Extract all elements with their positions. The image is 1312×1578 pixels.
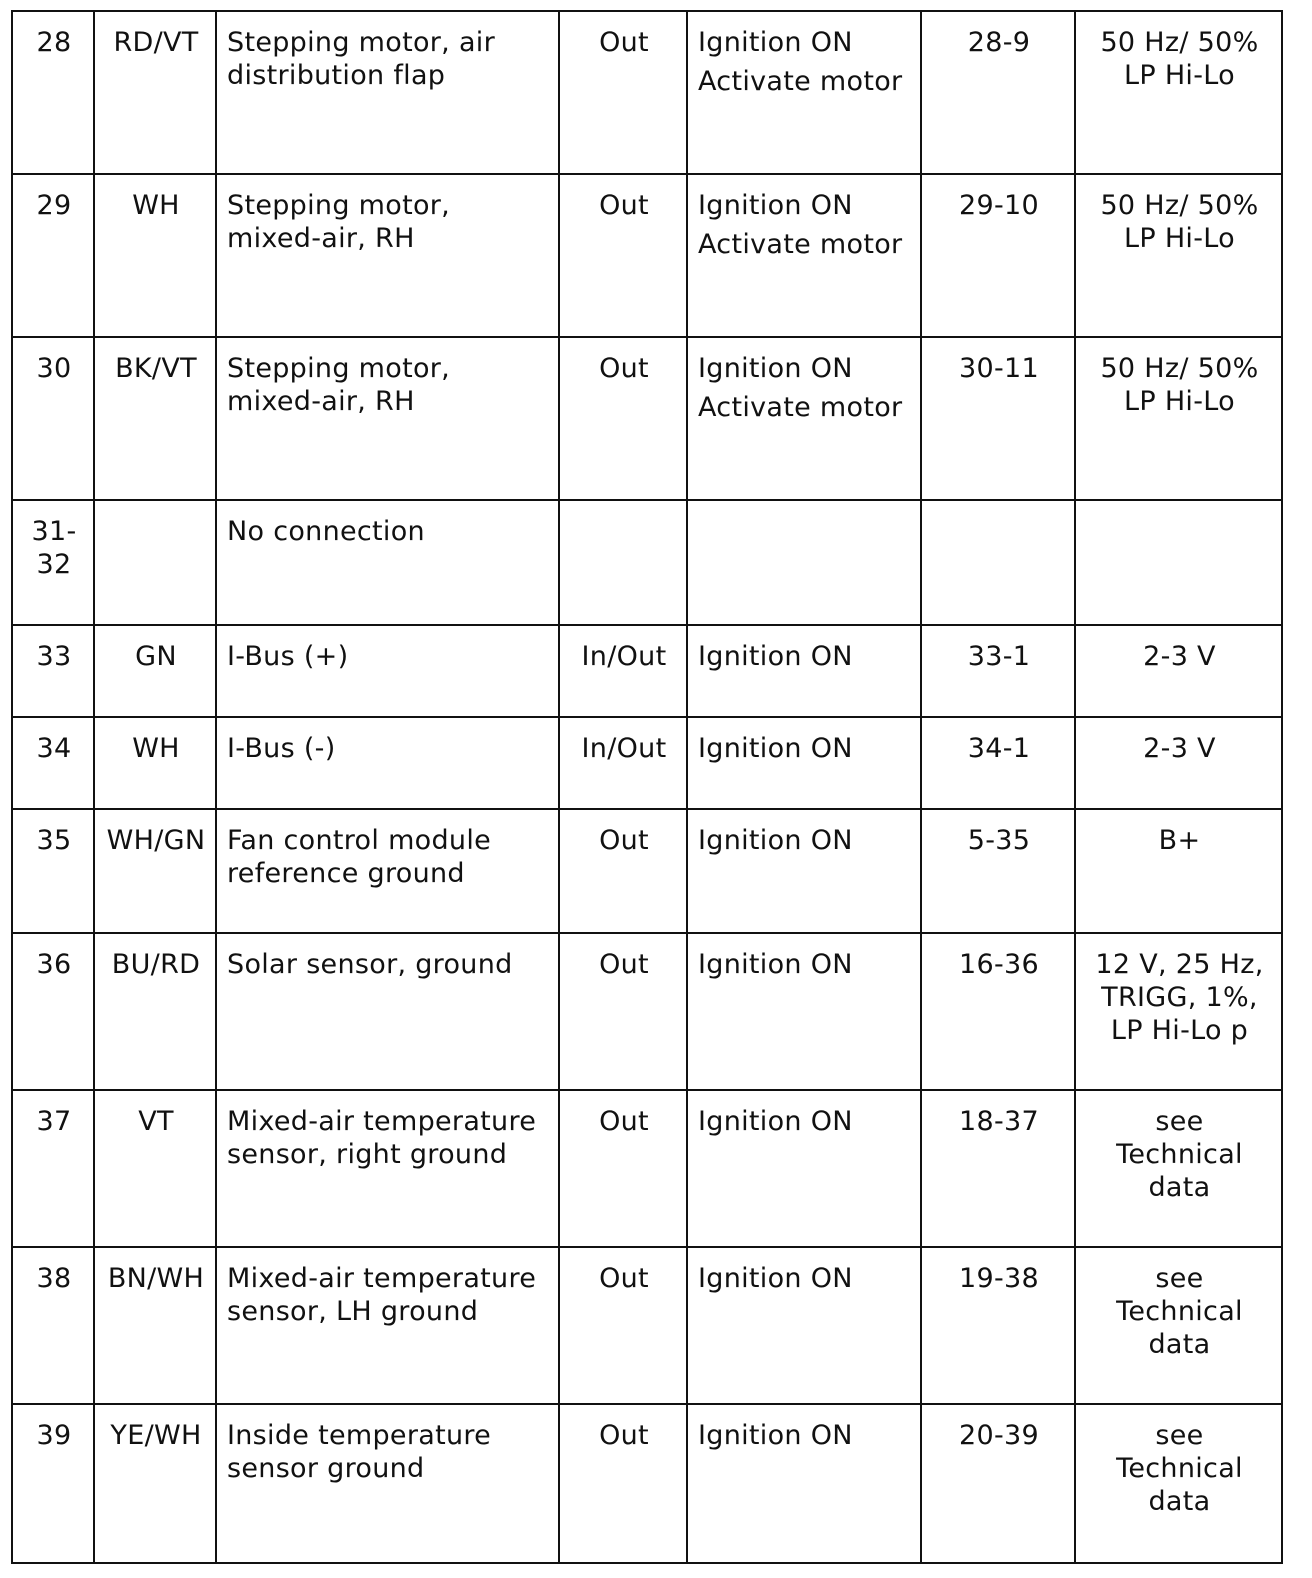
value-cell: 50 Hz/ 50% LP Hi-Lo [1075,11,1282,174]
description-cell: No connection [216,500,559,625]
io-cell: Out [559,11,687,174]
table-row [12,174,1282,337]
description-cell: Inside temperature sensor ground [216,1404,559,1563]
wire-color-cell: WH/GN [94,809,216,933]
reference-cell: 20-39 [921,1404,1075,1563]
wire-color-cell: WH [94,174,216,337]
wire-color-cell: WH [94,717,216,809]
value-cell: see Technical data [1075,1247,1282,1404]
pin-cell: 31- 32 [12,500,94,625]
condition-cell [687,11,921,174]
wire-color-cell: VT [94,1090,216,1247]
condition-cell [687,500,921,625]
reference-cell: 18-37 [921,1090,1075,1247]
pin-cell: 35 [12,809,94,933]
reference-cell: 33-1 [921,625,1075,717]
pin-cell: 39 [12,1404,94,1563]
value-cell: 2-3 V [1075,625,1282,717]
description-cell: I-Bus (-) [216,717,559,809]
table-row [12,500,1282,625]
pin-cell: 38 [12,1247,94,1404]
description-cell: Stepping motor, mixed-air, RH [216,337,559,500]
condition-cell: Ignition ON [687,1404,921,1563]
description-cell: Stepping motor, air distribution flap [216,11,559,174]
pin-cell: 28 [12,11,94,174]
description-cell: Mixed-air temperature sensor, LH ground [216,1247,559,1404]
table-row [12,1247,1282,1404]
table-row [12,1090,1282,1247]
reference-cell: 30-11 [921,337,1075,500]
io-cell: In/Out [559,717,687,809]
condition-cell: Ignition ON [687,717,921,809]
wire-color-cell: BU/RD [94,933,216,1090]
io-cell [559,500,687,625]
pin-cell: 29 [12,174,94,337]
value-cell: 50 Hz/ 50% LP Hi-Lo [1075,337,1282,500]
condition-line-2: Activate motor [698,229,903,260]
condition-line: Ignition ON [698,27,853,58]
wire-color-cell: BN/WH [94,1247,216,1404]
reference-cell: 16-36 [921,933,1075,1090]
io-cell: Out [559,337,687,500]
value-cell: 12 V, 25 Hz, TRIGG, 1%, LP Hi-Lo p [1075,933,1282,1090]
wire-color-cell: RD/VT [94,11,216,174]
pin-cell: 36 [12,933,94,1090]
condition-cell: Ignition ON [687,1090,921,1247]
io-cell: Out [559,809,687,933]
reference-cell: 34-1 [921,717,1075,809]
io-cell: Out [559,1404,687,1563]
value-cell: 2-3 V [1075,717,1282,809]
reference-cell: 29-10 [921,174,1075,337]
wire-color-cell: YE/WH [94,1404,216,1563]
io-cell: In/Out [559,625,687,717]
condition-line: Ignition ON [698,190,853,221]
table-row [12,625,1282,717]
condition-line: Ignition ON [698,353,853,384]
condition-cell: Ignition ON [687,933,921,1090]
description-cell: Fan control module reference ground [216,809,559,933]
value-cell: 50 Hz/ 50% LP Hi-Lo [1075,174,1282,337]
pin-cell: 34 [12,717,94,809]
condition-cell: Ignition ON [687,809,921,933]
wire-color-cell: BK/VT [94,337,216,500]
pin-cell: 33 [12,625,94,717]
condition-cell: Ignition ON [687,625,921,717]
reference-cell: 19-38 [921,1247,1075,1404]
pin-cell: 30 [12,337,94,500]
io-cell: Out [559,1247,687,1404]
io-cell: Out [559,933,687,1090]
pin-assignment-table [11,10,1283,1564]
description-cell: Solar sensor, ground [216,933,559,1090]
description-cell: I-Bus (+) [216,625,559,717]
table-row [12,933,1282,1090]
io-cell: Out [559,174,687,337]
io-cell: Out [559,1090,687,1247]
pin-cell: 37 [12,1090,94,1247]
condition-line-2: Activate motor [698,392,903,423]
table-row [12,717,1282,809]
condition-cell: Ignition ON [687,1247,921,1404]
value-cell [1075,500,1282,625]
value-cell: see Technical data [1075,1090,1282,1247]
description-cell: Stepping motor, mixed-air, RH [216,174,559,337]
wire-color-cell [94,500,216,625]
table-row [12,11,1282,174]
reference-cell [921,500,1075,625]
condition-cell [687,174,921,337]
reference-cell: 28-9 [921,11,1075,174]
value-cell: see Technical data [1075,1404,1282,1563]
reference-cell: 5-35 [921,809,1075,933]
value-cell: B+ [1075,809,1282,933]
condition-line-2: Activate motor [698,66,903,97]
wire-color-cell: GN [94,625,216,717]
condition-cell [687,337,921,500]
table-row [12,337,1282,500]
description-cell: Mixed-air temperature sensor, right ground [216,1090,559,1247]
table-row [12,1404,1282,1563]
table-row [12,809,1282,933]
